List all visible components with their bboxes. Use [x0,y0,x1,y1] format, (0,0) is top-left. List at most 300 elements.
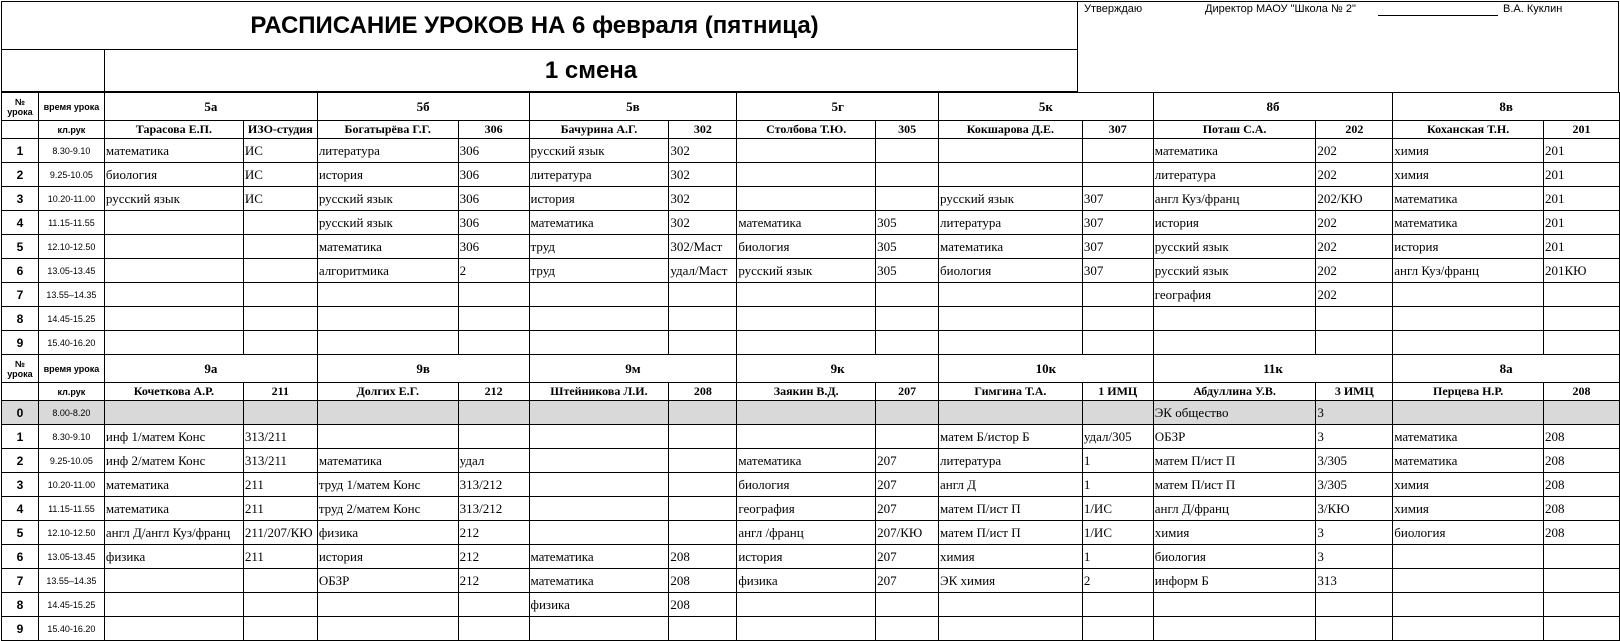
room-cell: 306 [458,235,529,259]
subject-cell: литература [1153,163,1316,187]
room-cell: удал/305 [1082,425,1153,449]
lesson-number: 6 [2,545,39,569]
room-cell [1082,331,1153,355]
class-room: 208 [669,383,737,401]
room-cell [1544,401,1620,425]
block2-teacher-row [2,383,1620,401]
room-cell [876,163,939,187]
room-cell: 3/305 [1316,449,1393,473]
lesson-time-header: время урока [38,355,104,383]
lesson-row [2,331,1620,355]
room-cell [669,449,737,473]
room-cell [1544,545,1620,569]
room-cell: 3 [1316,545,1393,569]
room-cell [1082,307,1153,331]
class-name: 8б [1153,93,1393,121]
lesson-number: 2 [2,449,39,473]
subject-cell [737,617,876,641]
room-cell [243,211,317,235]
room-cell: ИС [243,163,317,187]
lesson-number: 4 [2,211,39,235]
room-cell [1544,307,1620,331]
class-name: 9а [104,355,317,383]
subject-cell [104,569,243,593]
room-cell: 307 [1082,187,1153,211]
block1-class-header-row [2,93,1620,121]
lesson-row [2,569,1620,593]
room-cell [669,497,737,521]
room-cell [1316,331,1393,355]
subject-cell [939,593,1083,617]
class-name: 8в [1393,93,1620,121]
subject-cell: ЭК химия [939,569,1083,593]
lesson-time: 15.40-16.20 [38,331,104,355]
subject-cell [737,283,876,307]
subject-cell: математика [104,497,243,521]
room-cell: 306 [458,211,529,235]
subject-cell: литература [529,163,669,187]
room-cell [669,473,737,497]
lesson-row [2,521,1620,545]
class-room: 202 [1316,121,1393,139]
class-teacher-name: Кочеткова А.Р. [104,383,243,401]
room-cell: 306 [458,163,529,187]
room-cell [243,307,317,331]
room-cell [876,139,939,163]
room-cell [458,617,529,641]
room-cell [876,593,939,617]
subject-cell: матем П/ист П [939,497,1083,521]
lesson-time: 13.05-13.45 [38,545,104,569]
subject-cell [1393,617,1544,641]
subject-cell: англ Д [939,473,1083,497]
subject-cell [737,187,876,211]
subject-cell [317,425,458,449]
room-cell [669,401,737,425]
subject-cell: математика [1153,139,1316,163]
room-cell: 208 [669,545,737,569]
room-cell: ИС [243,139,317,163]
room-cell: 3 [1316,521,1393,545]
subject-cell: история [317,163,458,187]
room-cell: 208 [669,593,737,617]
room-cell: 207/КЮ [876,521,939,545]
room-cell: 307 [1082,235,1153,259]
lesson-row [2,449,1620,473]
lesson-row [2,497,1620,521]
class-teacher-name: Богатырёва Г.Г. [317,121,458,139]
lesson-time: 9.25-10.05 [38,449,104,473]
lesson-row [2,401,1620,425]
subject-cell: труд [529,259,669,283]
subject-cell [737,163,876,187]
subject-cell: химия [1393,163,1544,187]
subject-cell: химия [939,545,1083,569]
subject-cell: биология [737,235,876,259]
subject-cell: инф 1/матем Конс [104,425,243,449]
room-cell [1082,617,1153,641]
room-cell: 201 [1544,139,1620,163]
room-cell: 201 [1544,235,1620,259]
subject-cell [104,283,243,307]
subject-cell: матем П/ист П [939,521,1083,545]
room-cell [876,401,939,425]
room-cell [1316,307,1393,331]
room-cell: 302 [669,163,737,187]
subject-cell [737,139,876,163]
room-cell [1544,569,1620,593]
subject-cell [317,307,458,331]
class-name: 5в [529,93,737,121]
lesson-row [2,473,1620,497]
lesson-row [2,593,1620,617]
room-cell [1316,617,1393,641]
room-cell: 208 [1544,449,1620,473]
lesson-row [2,425,1620,449]
lesson-time: 13.05-13.45 [38,259,104,283]
subject-cell [939,401,1083,425]
lesson-number: 1 [2,139,39,163]
subject-cell: ОБЗР [1153,425,1316,449]
room-cell: удал/Маст [669,259,737,283]
room-cell [669,521,737,545]
subject-cell: англ Д/франц [1153,497,1316,521]
lesson-row [2,235,1620,259]
class-room: 211 [243,383,317,401]
subject-cell: математика [939,235,1083,259]
room-cell [458,331,529,355]
room-cell: 306 [458,139,529,163]
room-cell [243,235,317,259]
lesson-time: 10.20-11.00 [38,187,104,211]
class-name: 9к [737,355,939,383]
schedule-table [1,92,1620,641]
room-cell [1082,283,1153,307]
subject-cell [104,307,243,331]
room-cell: 202 [1316,139,1393,163]
subject-cell [529,521,669,545]
class-name: 5г [737,93,939,121]
subject-cell: русский язык [104,187,243,211]
subject-cell [1153,617,1316,641]
lesson-time: 8.30-9.10 [38,425,104,449]
subject-cell: математика [317,449,458,473]
room-cell [876,283,939,307]
lesson-number: 3 [2,473,39,497]
class-name: 8а [1393,355,1620,383]
room-cell [1544,593,1620,617]
block1-teacher-row [2,121,1620,139]
room-cell [1544,331,1620,355]
subject-cell [104,211,243,235]
subject-cell: математика [1393,425,1544,449]
room-cell: 3 [1316,401,1393,425]
class-room: 201 [1544,121,1620,139]
room-cell [243,283,317,307]
class-teacher-name: Столбова Т.Ю. [737,121,876,139]
class-teacher-name: Заякин В.Д. [737,383,876,401]
room-cell: удал [458,449,529,473]
subject-cell: математика [737,211,876,235]
subject-cell: англ Куз/франц [1393,259,1544,283]
room-cell: 302 [669,211,737,235]
room-cell: 306 [458,187,529,211]
class-teacher-label: кл.рук [38,383,104,401]
room-cell [669,425,737,449]
approval-position: Директор МАОУ "Школа № 2" [1205,3,1356,15]
room-cell: 208 [669,569,737,593]
subject-cell [1393,569,1544,593]
class-name: 5а [104,93,317,121]
room-cell: 211 [243,545,317,569]
subject-cell [529,331,669,355]
room-cell [243,617,317,641]
subject-cell: англ Д/англ Куз/франц [104,521,243,545]
empty-cell [2,383,39,401]
subject-cell [317,593,458,617]
class-name: 11к [1153,355,1393,383]
class-room: 207 [876,383,939,401]
subject-cell: химия [1393,497,1544,521]
lesson-number: 0 [2,401,39,425]
lesson-number: 5 [2,521,39,545]
lesson-time-header: время урока [38,93,104,121]
subject-cell [317,283,458,307]
subject-cell [104,259,243,283]
subject-cell [104,331,243,355]
subject-cell: русский язык [1153,259,1316,283]
approval-word: Утверждаю [1084,3,1143,15]
room-cell: 307 [1082,259,1153,283]
subject-cell: русский язык [317,187,458,211]
subject-cell [737,307,876,331]
room-cell [1544,617,1620,641]
room-cell: 1 [1082,545,1153,569]
subject-cell: литература [317,139,458,163]
room-cell: 212 [458,569,529,593]
subject-cell: ЭК общество [1153,401,1316,425]
room-cell: 1 [1082,473,1153,497]
subject-cell: русский язык [939,187,1083,211]
lesson-row [2,259,1620,283]
class-room: 307 [1082,121,1153,139]
subject-cell [737,331,876,355]
room-cell: 207 [876,497,939,521]
subject-cell [104,617,243,641]
lesson-number: 2 [2,163,39,187]
subject-cell: математика [529,211,669,235]
room-cell: 201 [1544,163,1620,187]
room-cell: 212 [458,545,529,569]
room-cell: 313 [1316,569,1393,593]
lesson-time: 11.15-11.55 [38,497,104,521]
subject-cell: труд 2/матем Конс [317,497,458,521]
room-cell: 307 [1082,211,1153,235]
lesson-row [2,307,1620,331]
subject-cell [104,235,243,259]
room-cell [876,425,939,449]
subject-cell: литература [939,211,1083,235]
class-room: ИЗО-студия [243,121,317,139]
room-cell [876,307,939,331]
class-teacher-name: Гимгина Т.А. [939,383,1083,401]
subject-cell: история [317,545,458,569]
lesson-time: 15.40-16.20 [38,617,104,641]
subject-cell: математика [104,473,243,497]
room-cell: 201 [1544,211,1620,235]
room-cell: 202 [1316,283,1393,307]
subject-cell [529,497,669,521]
class-room: 302 [669,121,737,139]
room-cell [243,569,317,593]
room-cell: 3/КЮ [1316,497,1393,521]
room-cell: 207 [876,473,939,497]
lesson-number-header: № урока [2,355,39,383]
subject-cell: история [529,187,669,211]
schedule-title-text: РАСПИСАНИЕ УРОКОВ НА 6 февраля (пятница) [250,11,819,39]
room-cell [669,283,737,307]
lesson-row [2,163,1620,187]
subject-cell [1393,401,1544,425]
subject-cell [1393,331,1544,355]
room-cell: 1 [1082,449,1153,473]
lesson-row [2,211,1620,235]
lesson-number: 3 [2,187,39,211]
subject-cell [104,593,243,617]
approval-name: В.А. Куклин [1503,3,1563,15]
room-cell: 202 [1316,259,1393,283]
room-cell: 211/207/КЮ [243,521,317,545]
lesson-number: 8 [2,307,39,331]
lesson-number: 5 [2,235,39,259]
subject-cell: математика [529,545,669,569]
subject-cell: литература [939,449,1083,473]
lesson-time: 12.10-12.50 [38,521,104,545]
subject-cell [1393,593,1544,617]
subject-cell: биология [104,163,243,187]
subject-cell: физика [737,569,876,593]
subject-cell: физика [317,521,458,545]
class-teacher-name: Поташ С.А. [1153,121,1316,139]
room-cell: 3/305 [1316,473,1393,497]
class-name: 9в [317,355,529,383]
subject-cell: математика [737,449,876,473]
room-cell [876,187,939,211]
room-cell: 313/211 [243,425,317,449]
lesson-time: 12.10-12.50 [38,235,104,259]
subject-cell: математика [529,569,669,593]
subject-cell [317,331,458,355]
lesson-number: 8 [2,593,39,617]
subject-cell: труд [529,235,669,259]
subject-cell: биология [939,259,1083,283]
lesson-number: 7 [2,283,39,307]
subject-cell: алгоритмика [317,259,458,283]
subject-cell: химия [1153,521,1316,545]
room-cell: 2 [458,259,529,283]
room-cell [243,593,317,617]
room-cell [458,593,529,617]
room-cell: 1/ИС [1082,497,1153,521]
room-cell [1544,283,1620,307]
subject-cell: русский язык [737,259,876,283]
room-cell [669,307,737,331]
room-cell: 305 [876,211,939,235]
subject-cell: физика [529,593,669,617]
subject-cell: матем Б/истор Б [939,425,1083,449]
room-cell [458,283,529,307]
room-cell: 305 [876,259,939,283]
subject-cell: труд 1/матем Конс [317,473,458,497]
lesson-number: 7 [2,569,39,593]
class-teacher-name: Штейникова Л.И. [529,383,669,401]
room-cell [876,331,939,355]
room-cell [876,617,939,641]
room-cell [243,259,317,283]
class-room: 305 [876,121,939,139]
class-room: 208 [1544,383,1620,401]
room-cell [669,617,737,641]
room-cell: 2 [1082,569,1153,593]
subject-cell [1153,593,1316,617]
subject-cell: информ Б [1153,569,1316,593]
room-cell: 1/ИС [1082,521,1153,545]
lesson-time: 14.45-15.25 [38,307,104,331]
subject-cell: инф 2/матем Конс [104,449,243,473]
room-cell [1316,593,1393,617]
room-cell: 208 [1544,425,1620,449]
subject-cell [529,401,669,425]
lesson-row [2,545,1620,569]
class-room: 1 ИМЦ [1082,383,1153,401]
subject-cell: биология [737,473,876,497]
room-cell: 202 [1316,211,1393,235]
room-cell: ИС [243,187,317,211]
subject-cell [1153,331,1316,355]
subject-cell: история [737,545,876,569]
subject-cell [529,425,669,449]
class-name: 9м [529,355,737,383]
subject-cell [737,401,876,425]
subject-cell: география [1153,283,1316,307]
subject-cell [939,617,1083,641]
empty-cell [2,121,39,139]
room-cell [458,307,529,331]
lesson-number: 4 [2,497,39,521]
subject-cell [1153,307,1316,331]
subject-cell: биология [1153,545,1316,569]
subject-cell [1393,283,1544,307]
subject-cell [104,401,243,425]
class-teacher-name: Тарасова Е.П. [104,121,243,139]
lesson-time: 8.00-8.20 [38,401,104,425]
subject-cell: русский язык [529,139,669,163]
lesson-row [2,187,1620,211]
room-cell [458,425,529,449]
lesson-row [2,139,1620,163]
subject-cell [939,307,1083,331]
class-room: 212 [458,383,529,401]
subject-cell: англ Куз/франц [1153,187,1316,211]
shift-label: 1 смена [104,49,1078,92]
subject-cell [529,449,669,473]
room-cell: 212 [458,521,529,545]
room-cell: 208 [1544,473,1620,497]
subject-cell: история [1393,235,1544,259]
lesson-row [2,617,1620,641]
subject-cell [939,139,1083,163]
class-teacher-label: кл.рук [38,121,104,139]
